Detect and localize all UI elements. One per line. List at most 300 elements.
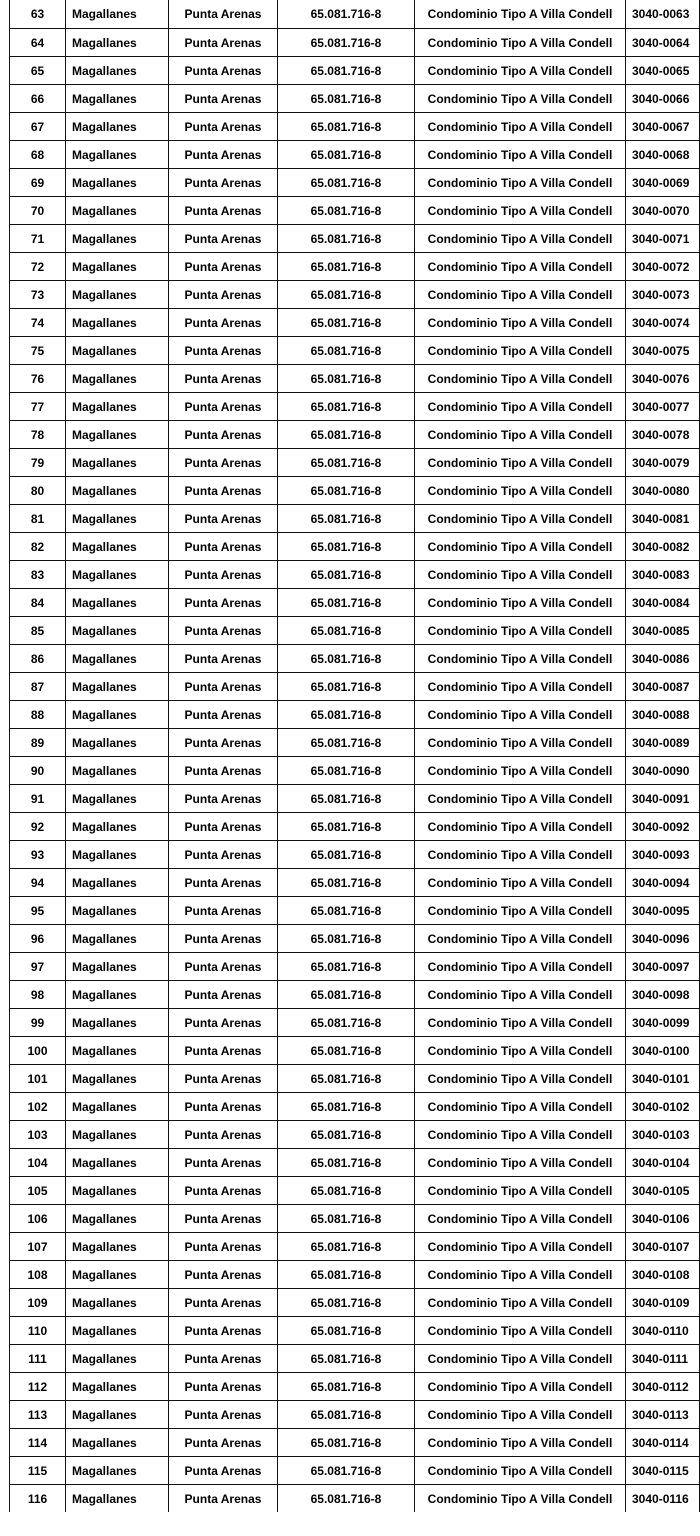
row-number: 63 [10, 0, 66, 29]
city-cell: Punta Arenas [169, 813, 278, 841]
region-cell: Magallanes [66, 757, 169, 785]
city-cell: Punta Arenas [169, 85, 278, 113]
city-cell: Punta Arenas [169, 141, 278, 169]
row-number: 100 [10, 1037, 66, 1065]
region-cell: Magallanes [66, 1261, 169, 1289]
condominium-name-cell: Condominio Tipo A Villa Condell [415, 1009, 626, 1037]
row-number: 95 [10, 897, 66, 925]
code-cell: 3040-0113 [626, 1401, 700, 1429]
code-cell: 3040-0087 [626, 673, 700, 701]
rut-cell: 65.081.716-8 [278, 1345, 415, 1373]
region-cell: Magallanes [66, 113, 169, 141]
row-number: 66 [10, 85, 66, 113]
row-number: 91 [10, 785, 66, 813]
table-row [10, 869, 700, 897]
rut-cell: 65.081.716-8 [278, 869, 415, 897]
region-cell: Magallanes [66, 1429, 169, 1457]
city-cell: Punta Arenas [169, 309, 278, 337]
region-cell: Magallanes [66, 953, 169, 981]
table-row [10, 1065, 700, 1093]
region-cell: Magallanes [66, 897, 169, 925]
condominium-name-cell: Condominio Tipo A Villa Condell [415, 113, 626, 141]
code-cell: 3040-0084 [626, 589, 700, 617]
region-cell: Magallanes [66, 1093, 169, 1121]
city-cell: Punta Arenas [169, 393, 278, 421]
condominium-name-cell: Condominio Tipo A Villa Condell [415, 1485, 626, 1513]
region-cell: Magallanes [66, 841, 169, 869]
table-row [10, 841, 700, 869]
city-cell: Punta Arenas [169, 841, 278, 869]
condominium-name-cell: Condominio Tipo A Villa Condell [415, 57, 626, 85]
code-cell: 3040-0114 [626, 1429, 700, 1457]
table-row [10, 1121, 700, 1149]
city-cell: Punta Arenas [169, 645, 278, 673]
rut-cell: 65.081.716-8 [278, 85, 415, 113]
region-cell: Magallanes [66, 505, 169, 533]
region-cell: Magallanes [66, 1205, 169, 1233]
row-number: 94 [10, 869, 66, 897]
code-cell: 3040-0106 [626, 1205, 700, 1233]
table-row [10, 225, 700, 253]
condominium-name-cell: Condominio Tipo A Villa Condell [415, 225, 626, 253]
rut-cell: 65.081.716-8 [278, 673, 415, 701]
table-row [10, 169, 700, 197]
table-row [10, 953, 700, 981]
city-cell: Punta Arenas [169, 785, 278, 813]
condominium-name-cell: Condominio Tipo A Villa Condell [415, 1401, 626, 1429]
table-row [10, 1177, 700, 1205]
table-row [10, 701, 700, 729]
rut-cell: 65.081.716-8 [278, 645, 415, 673]
city-cell: Punta Arenas [169, 1485, 278, 1513]
rut-cell: 65.081.716-8 [278, 1037, 415, 1065]
city-cell: Punta Arenas [169, 897, 278, 925]
condominium-name-cell: Condominio Tipo A Villa Condell [415, 1317, 626, 1345]
code-cell: 3040-0096 [626, 925, 700, 953]
condominium-name-cell: Condominio Tipo A Villa Condell [415, 1289, 626, 1317]
region-cell: Magallanes [66, 197, 169, 225]
region-cell: Magallanes [66, 85, 169, 113]
region-cell: Magallanes [66, 869, 169, 897]
condominium-name-cell: Condominio Tipo A Villa Condell [415, 1345, 626, 1373]
condominium-name-cell: Condominio Tipo A Villa Condell [415, 365, 626, 393]
region-cell: Magallanes [66, 1457, 169, 1485]
row-number: 88 [10, 701, 66, 729]
condominium-name-cell: Condominio Tipo A Villa Condell [415, 253, 626, 281]
code-cell: 3040-0079 [626, 449, 700, 477]
table-row [10, 1205, 700, 1233]
table-row [10, 1373, 700, 1401]
region-cell: Magallanes [66, 617, 169, 645]
city-cell: Punta Arenas [169, 1121, 278, 1149]
condominium-name-cell: Condominio Tipo A Villa Condell [415, 981, 626, 1009]
row-number: 92 [10, 813, 66, 841]
code-cell: 3040-0083 [626, 561, 700, 589]
code-cell: 3040-0089 [626, 729, 700, 757]
code-cell: 3040-0111 [626, 1345, 700, 1373]
row-number: 114 [10, 1429, 66, 1457]
region-cell: Magallanes [66, 1317, 169, 1345]
code-cell: 3040-0108 [626, 1261, 700, 1289]
code-cell: 3040-0071 [626, 225, 700, 253]
condominium-table [9, 0, 700, 1512]
code-cell: 3040-0068 [626, 141, 700, 169]
code-cell: 3040-0072 [626, 253, 700, 281]
row-number: 107 [10, 1233, 66, 1261]
rut-cell: 65.081.716-8 [278, 1401, 415, 1429]
code-cell: 3040-0104 [626, 1149, 700, 1177]
code-cell: 3040-0110 [626, 1317, 700, 1345]
condominium-name-cell: Condominio Tipo A Villa Condell [415, 449, 626, 477]
rut-cell: 65.081.716-8 [278, 561, 415, 589]
rut-cell: 65.081.716-8 [278, 953, 415, 981]
region-cell: Magallanes [66, 1149, 169, 1177]
code-cell: 3040-0064 [626, 29, 700, 57]
code-cell: 3040-0116 [626, 1485, 700, 1513]
condominium-name-cell: Condominio Tipo A Villa Condell [415, 197, 626, 225]
city-cell: Punta Arenas [169, 953, 278, 981]
region-cell: Magallanes [66, 981, 169, 1009]
condominium-name-cell: Condominio Tipo A Villa Condell [415, 729, 626, 757]
row-number: 90 [10, 757, 66, 785]
row-number: 82 [10, 533, 66, 561]
rut-cell: 65.081.716-8 [278, 337, 415, 365]
table-row [10, 645, 700, 673]
rut-cell: 65.081.716-8 [278, 281, 415, 309]
region-cell: Magallanes [66, 337, 169, 365]
city-cell: Punta Arenas [169, 169, 278, 197]
code-cell: 3040-0097 [626, 953, 700, 981]
code-cell: 3040-0067 [626, 113, 700, 141]
rut-cell: 65.081.716-8 [278, 617, 415, 645]
city-cell: Punta Arenas [169, 673, 278, 701]
condominium-name-cell: Condominio Tipo A Villa Condell [415, 337, 626, 365]
row-number: 86 [10, 645, 66, 673]
code-cell: 3040-0102 [626, 1093, 700, 1121]
condominium-name-cell: Condominio Tipo A Villa Condell [415, 1121, 626, 1149]
region-cell: Magallanes [66, 365, 169, 393]
row-number: 97 [10, 953, 66, 981]
city-cell: Punta Arenas [169, 1093, 278, 1121]
region-cell: Magallanes [66, 1177, 169, 1205]
condominium-name-cell: Condominio Tipo A Villa Condell [415, 645, 626, 673]
table-row [10, 533, 700, 561]
condominium-name-cell: Condominio Tipo A Villa Condell [415, 1429, 626, 1457]
code-cell: 3040-0100 [626, 1037, 700, 1065]
table-row [10, 1233, 700, 1261]
region-cell: Magallanes [66, 589, 169, 617]
condominium-name-cell: Condominio Tipo A Villa Condell [415, 1037, 626, 1065]
row-number: 99 [10, 1009, 66, 1037]
condominium-name-cell: Condominio Tipo A Villa Condell [415, 169, 626, 197]
condominium-name-cell: Condominio Tipo A Villa Condell [415, 925, 626, 953]
rut-cell: 65.081.716-8 [278, 1429, 415, 1457]
row-number: 70 [10, 197, 66, 225]
rut-cell: 65.081.716-8 [278, 1317, 415, 1345]
city-cell: Punta Arenas [169, 113, 278, 141]
row-number: 72 [10, 253, 66, 281]
code-cell: 3040-0105 [626, 1177, 700, 1205]
row-number: 112 [10, 1373, 66, 1401]
region-cell: Magallanes [66, 561, 169, 589]
table-row [10, 1401, 700, 1429]
table-row [10, 365, 700, 393]
table-row [10, 589, 700, 617]
table-row [10, 757, 700, 785]
code-cell: 3040-0070 [626, 197, 700, 225]
code-cell: 3040-0093 [626, 841, 700, 869]
code-cell: 3040-0074 [626, 309, 700, 337]
city-cell: Punta Arenas [169, 617, 278, 645]
city-cell: Punta Arenas [169, 925, 278, 953]
condominium-name-cell: Condominio Tipo A Villa Condell [415, 85, 626, 113]
rut-cell: 65.081.716-8 [278, 813, 415, 841]
rut-cell: 65.081.716-8 [278, 169, 415, 197]
city-cell: Punta Arenas [169, 1149, 278, 1177]
rut-cell: 65.081.716-8 [278, 505, 415, 533]
condominium-name-cell: Condominio Tipo A Villa Condell [415, 813, 626, 841]
table-row [10, 729, 700, 757]
condominium-name-cell: Condominio Tipo A Villa Condell [415, 1149, 626, 1177]
code-cell: 3040-0076 [626, 365, 700, 393]
condominium-name-cell: Condominio Tipo A Villa Condell [415, 1065, 626, 1093]
code-cell: 3040-0101 [626, 1065, 700, 1093]
code-cell: 3040-0099 [626, 1009, 700, 1037]
code-cell: 3040-0109 [626, 1289, 700, 1317]
condominium-name-cell: Condominio Tipo A Villa Condell [415, 701, 626, 729]
city-cell: Punta Arenas [169, 421, 278, 449]
region-cell: Magallanes [66, 1233, 169, 1261]
row-number: 76 [10, 365, 66, 393]
row-number: 77 [10, 393, 66, 421]
table-row [10, 897, 700, 925]
code-cell: 3040-0080 [626, 477, 700, 505]
region-cell: Magallanes [66, 477, 169, 505]
region-cell: Magallanes [66, 0, 169, 29]
region-cell: Magallanes [66, 253, 169, 281]
region-cell: Magallanes [66, 1485, 169, 1513]
condominium-name-cell: Condominio Tipo A Villa Condell [415, 1093, 626, 1121]
region-cell: Magallanes [66, 309, 169, 337]
city-cell: Punta Arenas [169, 1177, 278, 1205]
city-cell: Punta Arenas [169, 253, 278, 281]
region-cell: Magallanes [66, 925, 169, 953]
table-row [10, 393, 700, 421]
table-row [10, 29, 700, 57]
table-row [10, 1457, 700, 1485]
code-cell: 3040-0082 [626, 533, 700, 561]
region-cell: Magallanes [66, 729, 169, 757]
region-cell: Magallanes [66, 701, 169, 729]
code-cell: 3040-0085 [626, 617, 700, 645]
rut-cell: 65.081.716-8 [278, 29, 415, 57]
code-cell: 3040-0103 [626, 1121, 700, 1149]
city-cell: Punta Arenas [169, 281, 278, 309]
rut-cell: 65.081.716-8 [278, 925, 415, 953]
condominium-name-cell: Condominio Tipo A Villa Condell [415, 561, 626, 589]
region-cell: Magallanes [66, 421, 169, 449]
condominium-name-cell: Condominio Tipo A Villa Condell [415, 953, 626, 981]
code-cell: 3040-0086 [626, 645, 700, 673]
city-cell: Punta Arenas [169, 1345, 278, 1373]
rut-cell: 65.081.716-8 [278, 1149, 415, 1177]
rut-cell: 65.081.716-8 [278, 197, 415, 225]
rut-cell: 65.081.716-8 [278, 1177, 415, 1205]
rut-cell: 65.081.716-8 [278, 1009, 415, 1037]
condominium-name-cell: Condominio Tipo A Villa Condell [415, 533, 626, 561]
rut-cell: 65.081.716-8 [278, 225, 415, 253]
region-cell: Magallanes [66, 141, 169, 169]
table-body [10, 0, 700, 1512]
code-cell: 3040-0069 [626, 169, 700, 197]
city-cell: Punta Arenas [169, 869, 278, 897]
rut-cell: 65.081.716-8 [278, 141, 415, 169]
code-cell: 3040-0088 [626, 701, 700, 729]
city-cell: Punta Arenas [169, 225, 278, 253]
table-row [10, 673, 700, 701]
condominium-name-cell: Condominio Tipo A Villa Condell [415, 673, 626, 701]
condominium-name-cell: Condominio Tipo A Villa Condell [415, 421, 626, 449]
table-row [10, 981, 700, 1009]
row-number: 67 [10, 113, 66, 141]
row-number: 64 [10, 29, 66, 57]
city-cell: Punta Arenas [169, 477, 278, 505]
row-number: 79 [10, 449, 66, 477]
rut-cell: 65.081.716-8 [278, 981, 415, 1009]
table-row [10, 785, 700, 813]
condominium-name-cell: Condominio Tipo A Villa Condell [415, 1457, 626, 1485]
city-cell: Punta Arenas [169, 1037, 278, 1065]
row-number: 96 [10, 925, 66, 953]
rut-cell: 65.081.716-8 [278, 1065, 415, 1093]
table-row [10, 141, 700, 169]
region-cell: Magallanes [66, 393, 169, 421]
city-cell: Punta Arenas [169, 197, 278, 225]
city-cell: Punta Arenas [169, 1205, 278, 1233]
row-number: 102 [10, 1093, 66, 1121]
table-row [10, 1093, 700, 1121]
table-row [10, 505, 700, 533]
city-cell: Punta Arenas [169, 561, 278, 589]
row-number: 113 [10, 1401, 66, 1429]
rut-cell: 65.081.716-8 [278, 421, 415, 449]
condominium-name-cell: Condominio Tipo A Villa Condell [415, 309, 626, 337]
row-number: 73 [10, 281, 66, 309]
table-row [10, 1485, 700, 1513]
code-cell: 3040-0098 [626, 981, 700, 1009]
code-cell: 3040-0094 [626, 869, 700, 897]
condominium-name-cell: Condominio Tipo A Villa Condell [415, 141, 626, 169]
row-number: 108 [10, 1261, 66, 1289]
row-number: 101 [10, 1065, 66, 1093]
city-cell: Punta Arenas [169, 1429, 278, 1457]
code-cell: 3040-0090 [626, 757, 700, 785]
row-number: 105 [10, 1177, 66, 1205]
table-row [10, 0, 700, 29]
row-number: 93 [10, 841, 66, 869]
condominium-name-cell: Condominio Tipo A Villa Condell [415, 897, 626, 925]
rut-cell: 65.081.716-8 [278, 0, 415, 29]
city-cell: Punta Arenas [169, 0, 278, 29]
condominium-name-cell: Condominio Tipo A Villa Condell [415, 785, 626, 813]
row-number: 75 [10, 337, 66, 365]
condominium-name-cell: Condominio Tipo A Villa Condell [415, 1205, 626, 1233]
rut-cell: 65.081.716-8 [278, 701, 415, 729]
code-cell: 3040-0075 [626, 337, 700, 365]
rut-cell: 65.081.716-8 [278, 57, 415, 85]
city-cell: Punta Arenas [169, 981, 278, 1009]
table-row [10, 421, 700, 449]
rut-cell: 65.081.716-8 [278, 785, 415, 813]
region-cell: Magallanes [66, 645, 169, 673]
city-cell: Punta Arenas [169, 449, 278, 477]
rut-cell: 65.081.716-8 [278, 1261, 415, 1289]
region-cell: Magallanes [66, 1065, 169, 1093]
region-cell: Magallanes [66, 673, 169, 701]
condominium-name-cell: Condominio Tipo A Villa Condell [415, 0, 626, 29]
rut-cell: 65.081.716-8 [278, 729, 415, 757]
city-cell: Punta Arenas [169, 1401, 278, 1429]
region-cell: Magallanes [66, 1345, 169, 1373]
region-cell: Magallanes [66, 169, 169, 197]
row-number: 78 [10, 421, 66, 449]
region-cell: Magallanes [66, 813, 169, 841]
condominium-name-cell: Condominio Tipo A Villa Condell [415, 393, 626, 421]
rut-cell: 65.081.716-8 [278, 253, 415, 281]
rut-cell: 65.081.716-8 [278, 757, 415, 785]
city-cell: Punta Arenas [169, 729, 278, 757]
rut-cell: 65.081.716-8 [278, 1373, 415, 1401]
rut-cell: 65.081.716-8 [278, 365, 415, 393]
row-number: 87 [10, 673, 66, 701]
rut-cell: 65.081.716-8 [278, 477, 415, 505]
row-number: 98 [10, 981, 66, 1009]
city-cell: Punta Arenas [169, 533, 278, 561]
region-cell: Magallanes [66, 533, 169, 561]
region-cell: Magallanes [66, 785, 169, 813]
city-cell: Punta Arenas [169, 1233, 278, 1261]
city-cell: Punta Arenas [169, 701, 278, 729]
city-cell: Punta Arenas [169, 1009, 278, 1037]
table-row [10, 449, 700, 477]
rut-cell: 65.081.716-8 [278, 1289, 415, 1317]
region-cell: Magallanes [66, 29, 169, 57]
table-row [10, 281, 700, 309]
row-number: 104 [10, 1149, 66, 1177]
table-row [10, 1261, 700, 1289]
condominium-name-cell: Condominio Tipo A Villa Condell [415, 589, 626, 617]
rut-cell: 65.081.716-8 [278, 1233, 415, 1261]
city-cell: Punta Arenas [169, 57, 278, 85]
row-number: 116 [10, 1485, 66, 1513]
rut-cell: 65.081.716-8 [278, 113, 415, 141]
code-cell: 3040-0107 [626, 1233, 700, 1261]
rut-cell: 65.081.716-8 [278, 1457, 415, 1485]
table-row [10, 925, 700, 953]
table-row [10, 477, 700, 505]
region-cell: Magallanes [66, 57, 169, 85]
condominium-name-cell: Condominio Tipo A Villa Condell [415, 477, 626, 505]
row-number: 89 [10, 729, 66, 757]
row-number: 111 [10, 1345, 66, 1373]
code-cell: 3040-0066 [626, 85, 700, 113]
rut-cell: 65.081.716-8 [278, 589, 415, 617]
rut-cell: 65.081.716-8 [278, 393, 415, 421]
table-row [10, 1289, 700, 1317]
table-row [10, 1345, 700, 1373]
rut-cell: 65.081.716-8 [278, 897, 415, 925]
region-cell: Magallanes [66, 1373, 169, 1401]
